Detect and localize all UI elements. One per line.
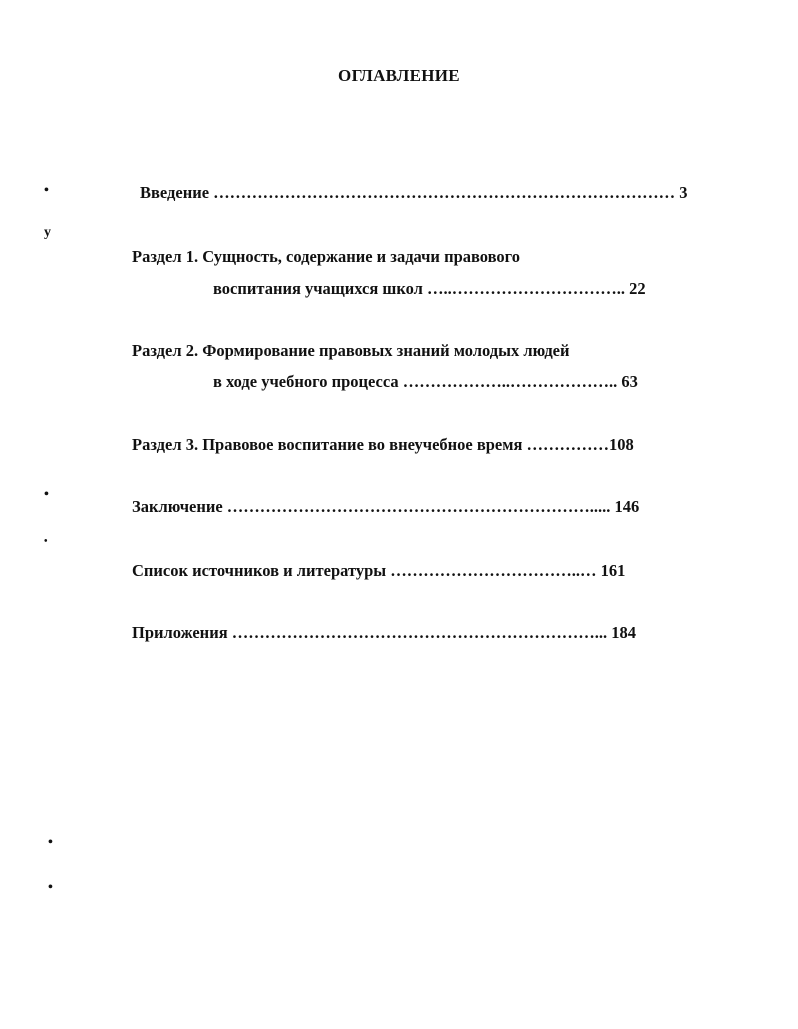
toc-entry-section-2-line-2 — [213, 372, 638, 392]
toc-entry-section-2-title: Раздел 2. Формирование правовых знаний молодых людей — [132, 341, 570, 360]
toc-entry-section-1-continuation: воспитания учащихся школ …..………………………….. 22 — [213, 279, 646, 298]
toc-entry-sources-text: Список источников и литературы ……………………………..… 161 — [132, 561, 626, 580]
toc-entry-appendix-text: Приложения …………………………………………………………... 184 — [132, 623, 636, 642]
toc-entry-section-2-continuation: в ходе учебного процесса ………………..……………….. 63 — [213, 372, 638, 391]
toc-entry-conclusion — [132, 497, 639, 517]
toc-entry-intro-text: Введение ………………………………………………………………………… 3 — [140, 183, 688, 202]
toc-entry-section-1-title: Раздел 1. Сущность, содержание и задачи правового — [132, 247, 521, 266]
margin-mark: • — [48, 880, 53, 895]
margin-mark: • — [44, 536, 48, 547]
toc-entry-sources — [132, 561, 625, 581]
margin-mark: • — [48, 835, 53, 850]
toc-entry-section-2-line-1 — [132, 341, 570, 361]
toc-entry-section-1-line-2 — [213, 279, 646, 299]
toc-entry-section-1-line-1 — [132, 247, 520, 267]
margin-mark: у — [44, 225, 51, 240]
toc-entry-section-3-text: Раздел 3. Правовое воспитание во внеучебное время ……………108 — [132, 435, 634, 454]
toc-entry-section-3 — [132, 435, 634, 455]
toc-entry-conclusion-text: Заключение …………………………………………………………..... 146 — [132, 497, 640, 516]
toc-entry-appendix — [132, 623, 636, 643]
margin-mark: • — [44, 487, 49, 502]
margin-mark: • — [44, 183, 49, 198]
toc-entry-intro — [140, 183, 700, 203]
page-title: ОГЛАВЛЕНИЕ — [338, 66, 460, 85]
